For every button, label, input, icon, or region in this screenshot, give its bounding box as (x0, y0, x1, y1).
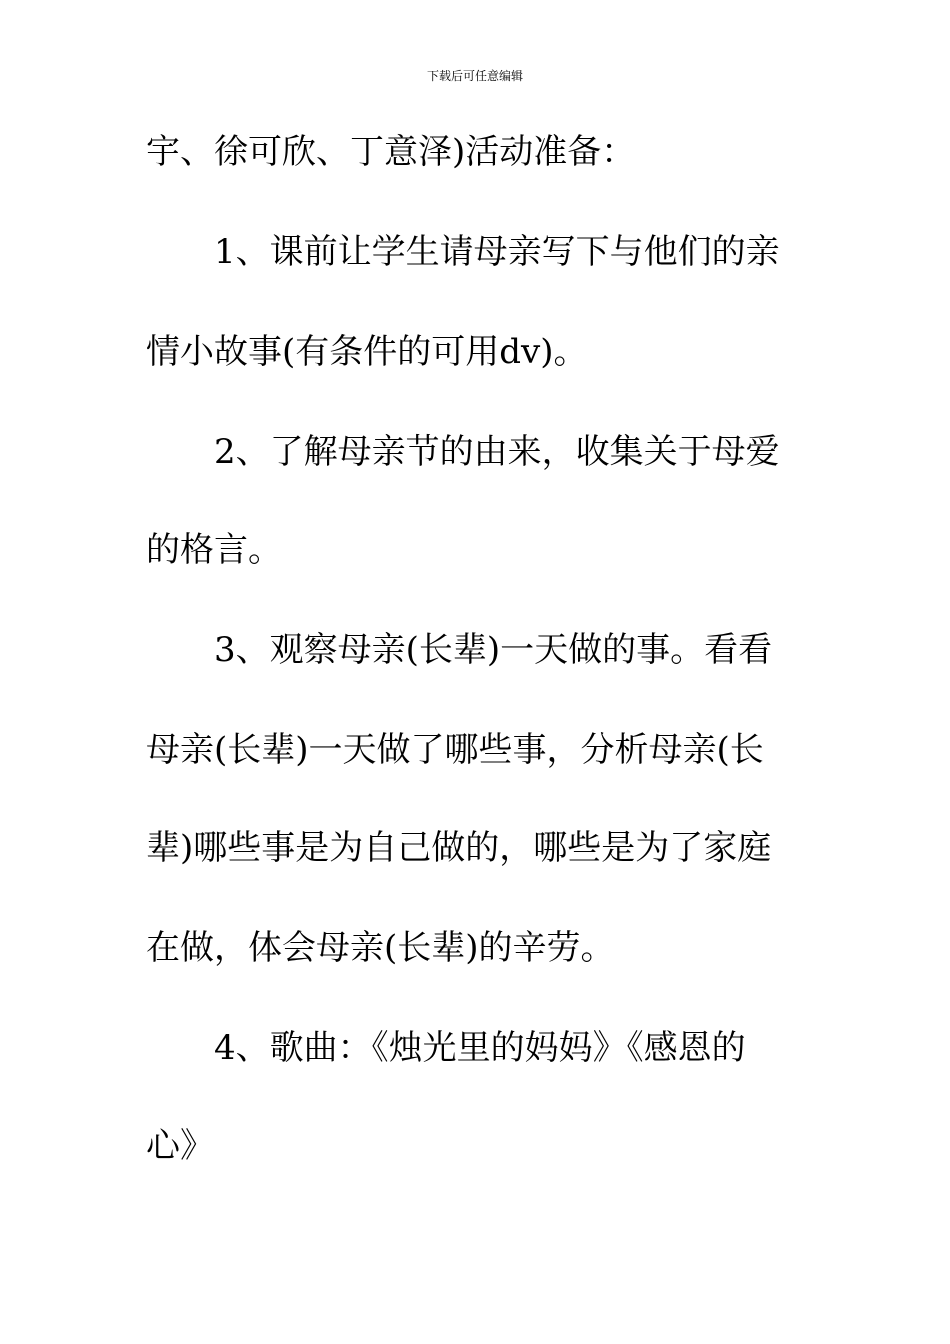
paragraph-line-10: 4、歌曲：《烛光里的妈妈》《感恩的 (214, 1028, 746, 1068)
paragraph-line-9: 在做，体会母亲(长辈)的辛劳。 (146, 928, 615, 968)
paragraph-line-11: 心》 (146, 1126, 214, 1166)
paragraph-line-6: 3、观察母亲(长辈)一天做的事。看看 (214, 630, 773, 670)
paragraph-line-3: 情小故事(有条件的可用dv)。 (146, 332, 588, 372)
paragraph-line-1: 宇、徐可欣、丁意泽)活动准备： (146, 132, 636, 172)
paragraph-line-2: 1、课前让学生请母亲写下与他们的亲 (214, 232, 780, 272)
paragraph-line-8: 辈)哪些事是为自己做的，哪些是为了家庭 (146, 828, 772, 868)
paragraph-line-5: 的格言。 (146, 530, 282, 570)
paragraph-line-4: 2、了解母亲节的由来，收集关于母爱 (214, 432, 780, 472)
paragraph-line-7: 母亲(长辈)一天做了哪些事，分析母亲(长 (146, 730, 764, 770)
page-header: 下载后可任意编辑 (426, 69, 523, 83)
